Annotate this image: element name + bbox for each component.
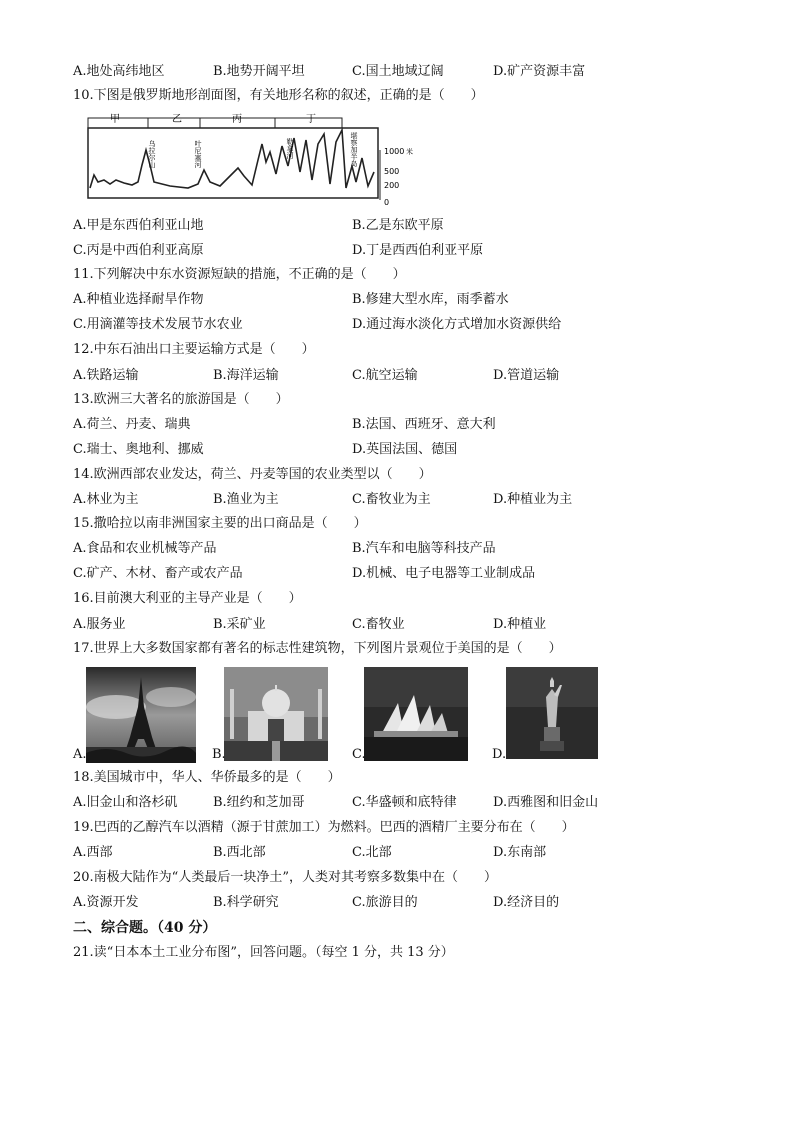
q18-option-d: D.西雅图和旧金山: [493, 795, 599, 810]
region-label-ding: 丁: [306, 114, 316, 125]
q10-option-d: D.丁是西西伯利亚平原: [352, 243, 484, 258]
q13-option-d: D.英国法国、德国: [352, 442, 458, 457]
axis-label-500: 500: [384, 167, 400, 176]
q14-option-a: A.林业为主: [73, 492, 139, 507]
q18-option-b: B.纽约和芝加哥: [213, 795, 305, 810]
axis-label-200: 200: [384, 181, 400, 190]
q14-option-d: D.种植业为主: [493, 492, 573, 507]
q17-stem: 17.世界上大多数国家都有著名的标志性建筑物，下列图片景观位于美国的是（ ）: [73, 641, 562, 656]
q15-option-b: B.汽车和电脑等科技产品: [352, 541, 496, 556]
russia-terrain-profile: [80, 110, 440, 210]
q12-option-c: C.航空运输: [352, 368, 418, 383]
q20-option-b: B.科学研究: [213, 895, 279, 910]
photo-statue-of-liberty: [506, 667, 598, 759]
q18-stem: 18.美国城市中，华人、华侨最多的是（ ）: [73, 770, 341, 785]
q12-option-d: D.管道运输: [493, 368, 560, 383]
axis-label-1000: 1000: [384, 147, 405, 156]
q18-option-c: C.华盛顿和底特律: [352, 795, 457, 810]
photo-eiffel-tower: [86, 667, 196, 763]
q11-option-b: B.修建大型水库，雨季蓄水: [352, 292, 509, 307]
q11-option-d: D.通过海水淡化方式增加水资源供给: [352, 317, 562, 332]
q16-option-a: A.服务业: [73, 617, 126, 632]
q10-stem: 10.下图是俄罗斯地形剖面图，有关地形名称的叙述，正确的是（ ）: [73, 88, 484, 103]
q14-option-c: C.畜牧业为主: [352, 492, 431, 507]
q10-option-c: C.丙是中西伯利亚高原: [73, 243, 204, 258]
q10-option-b: B.乙是东欧平原: [352, 218, 444, 233]
q14-option-b: B.渔业为主: [213, 492, 279, 507]
q20-option-a: A.资源开发: [73, 895, 139, 910]
q15-option-a: A.食品和农业机械等产品: [73, 541, 217, 556]
q16-option-b: B.采矿业: [213, 617, 266, 632]
q11-stem: 11.下列解决中东水资源短缺的措施，不正确的是（ ）: [73, 267, 406, 282]
q13-stem: 13.欧洲三大著名的旅游国是（ ）: [73, 392, 289, 407]
q11-option-a: A.种植业选择耐旱作物: [73, 292, 204, 307]
photo-sydney-opera-house: [364, 667, 468, 761]
q19-option-b: B.西北部: [213, 845, 266, 860]
q13-option-a: A.荷兰、丹麦、瑞典: [73, 417, 191, 432]
q13-option-b: B.法国、西班牙、意大利: [352, 417, 496, 432]
q9-option-d: D.矿产资源丰富: [493, 64, 586, 79]
q20-option-d: D.经济目的: [493, 895, 560, 910]
axis-label-0: 0: [384, 198, 390, 207]
q19-option-d: D.东南部: [493, 845, 547, 860]
q9-option-b: B.地势开阔平坦: [213, 64, 305, 79]
region-label-yi: 乙: [172, 114, 182, 125]
axis-label-unit: 米: [406, 148, 413, 156]
q19-stem: 19.巴西的乙醇汽车以酒精（源于甘蔗加工）为燃料。巴西的酒精厂主要分布在（ ）: [73, 820, 575, 835]
label-ural-mountains: 乌拉尔山: [148, 140, 156, 168]
q14-stem: 14.欧洲西部农业发达，荷兰、丹麦等国的农业类型以（ ）: [73, 467, 432, 482]
q15-option-d: D.机械、电子电器等工业制成品: [352, 566, 536, 581]
q9-option-a: A.地处高纬地区: [73, 64, 165, 79]
photo-taj-mahal: [224, 667, 328, 761]
q17-option-b: B.: [212, 747, 226, 762]
q15-stem: 15.撒哈拉以南非洲国家主要的出口商品是（ ）: [73, 516, 367, 531]
q19-option-c: C.北部: [352, 845, 392, 860]
q16-option-d: D.种植业: [493, 617, 547, 632]
q18-option-a: A.旧金山和洛杉矶: [73, 795, 178, 810]
label-kamchatka-peninsula: 堪察加半岛: [350, 132, 358, 167]
q20-stem: 20.南极大陆作为“人类最后一块净土”，人类对其考察多数集中在（ ）: [73, 870, 497, 885]
q20-option-c: C.旅游目的: [352, 895, 418, 910]
label-lena-river: 勒拿河: [286, 138, 294, 159]
q12-option-b: B.海洋运输: [213, 368, 279, 383]
section-title: 二、综合题。（40 分）: [73, 920, 217, 936]
q17-option-a: A.: [73, 747, 87, 762]
q10-option-a: A.甲是东西伯利亚山地: [73, 218, 204, 233]
q21-stem: 21.读“日本本土工业分布图”，回答问题。（每空 1 分，共 13 分）: [73, 945, 454, 960]
q12-option-a: A.铁路运输: [73, 368, 139, 383]
q16-stem: 16.目前澳大利亚的主导产业是（ ）: [73, 591, 302, 606]
q9-option-c: C.国土地域辽阔: [352, 64, 444, 79]
q16-option-c: C.畜牧业: [352, 617, 405, 632]
label-yenisei-river: 叶尼塞河: [194, 140, 202, 168]
q17-option-c: C.: [352, 747, 366, 762]
q11-option-c: C.用滴灌等技术发展节水农业: [73, 317, 243, 332]
region-label-jia: 甲: [110, 114, 120, 125]
q19-option-a: A.西部: [73, 845, 113, 860]
q15-option-c: C.矿产、木材、畜产或农产品: [73, 566, 243, 581]
q13-option-c: C.瑞士、奥地利、挪威: [73, 442, 204, 457]
region-label-bing: 丙: [232, 114, 242, 125]
q17-option-d: D.: [492, 747, 507, 762]
q12-stem: 12.中东石油出口主要运输方式是（ ）: [73, 342, 315, 357]
